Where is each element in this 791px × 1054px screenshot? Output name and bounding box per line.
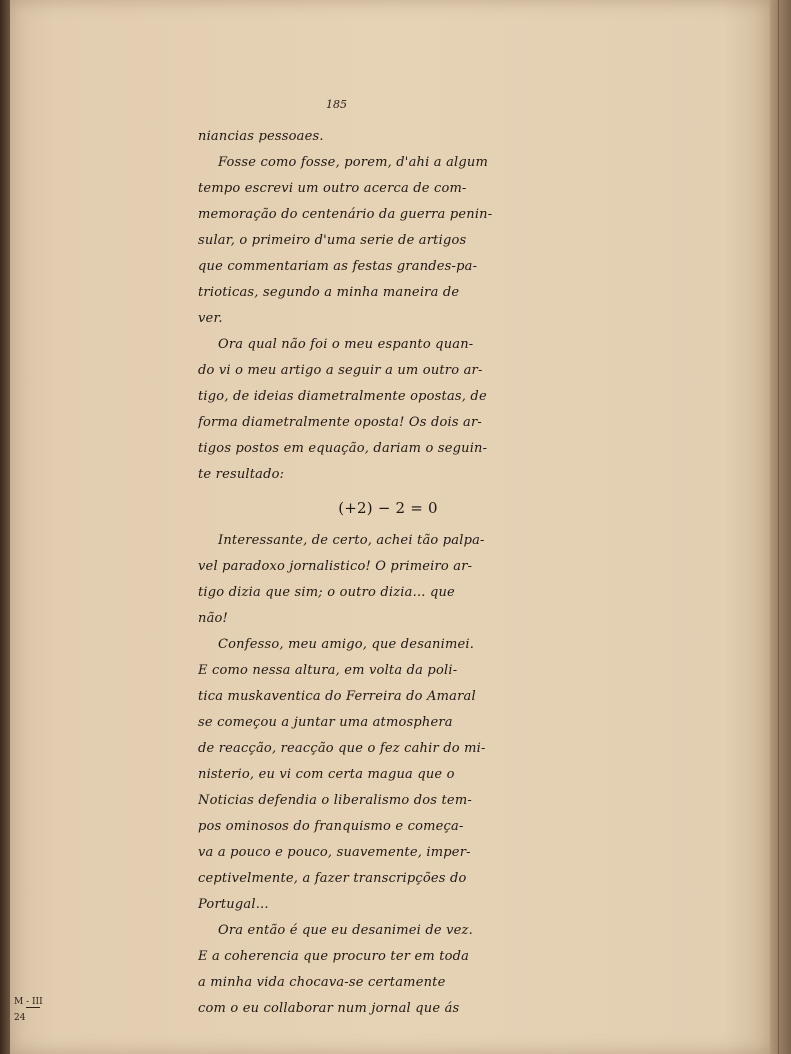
page-edge-line xyxy=(778,0,779,1054)
handwritten-text xyxy=(198,124,578,1022)
text-line: tica muskaventica do Ferreira do Amaral xyxy=(198,689,476,704)
text-line: nisterio, eu vi com certa magua que o xyxy=(198,767,455,782)
text-line: tigos postos em equação, dariam o seguin- xyxy=(198,441,488,456)
text-line: Portugal... xyxy=(198,897,269,912)
text-line: forma diametralmente oposta! Os dois ar- xyxy=(198,415,483,430)
equation: (+2) − 2 = 0 xyxy=(338,499,438,517)
margin-note-bottom: 24 xyxy=(14,1013,26,1023)
text-line: memoração do centenário da guerra penin- xyxy=(198,207,493,222)
text-line: sular, o primeiro d'uma serie de artigos xyxy=(198,233,467,248)
margin-note-rule xyxy=(26,1007,40,1008)
text-line: Interessante, de certo, achei tão palpa- xyxy=(218,533,485,548)
text-line: trioticas, segundo a minha maneira de xyxy=(198,285,460,300)
text-line: tempo escrevi um outro acerca de com- xyxy=(198,181,467,196)
text-line: não! xyxy=(198,611,228,626)
text-line: Ora qual não foi o meu espanto quan- xyxy=(218,337,474,352)
text-line: a minha vida chocava-se certamente xyxy=(198,975,446,990)
text-line: ver. xyxy=(198,311,223,326)
text-line: te resultado: xyxy=(198,467,285,482)
text-line: se começou a juntar uma atmosphera xyxy=(198,715,453,730)
text-line: tigo, de ideias diametralmente opostas, de xyxy=(198,389,487,404)
page-edge xyxy=(770,0,791,1054)
text-line: Ora então é que eu desanimei de vez. xyxy=(218,923,473,938)
text-line: E a coherencia que procuro ter em toda xyxy=(198,949,470,964)
book-binding xyxy=(0,0,10,1054)
text-line: Noticias defendia o liberalismo dos tem- xyxy=(198,793,472,808)
page-number: 185 xyxy=(326,98,347,111)
text-line: que commentariam as festas grandes-pa- xyxy=(198,259,478,274)
text-line: E como nessa altura, em volta da poli- xyxy=(198,663,458,678)
text-line: do vi o meu artigo a seguir a um outro ar- xyxy=(198,363,483,378)
text-line: Fosse como fosse, porem, d'ahi a algum xyxy=(218,155,489,170)
text-line: ceptivelmente, a fazer transcripções do xyxy=(198,871,467,886)
text-line: niancias pessoaes. xyxy=(198,129,324,144)
text-line: Confesso, meu amigo, que desanimei. xyxy=(218,637,475,652)
margin-note-top: M - III xyxy=(14,997,43,1007)
text-line: pos ominosos do franquismo e começa- xyxy=(198,819,464,834)
text-line: de reacção, reacção que o fez cahir do mi- xyxy=(198,741,486,756)
text-line: tigo dizia que sim; o outro dizia... que xyxy=(198,585,455,600)
text-line: vel paradoxo jornalistico! O primeiro ar- xyxy=(198,559,473,574)
text-line: va a pouco e pouco, suavemente, imper- xyxy=(198,845,471,860)
text-line: com o eu collaborar num jornal que ás xyxy=(198,1001,460,1016)
